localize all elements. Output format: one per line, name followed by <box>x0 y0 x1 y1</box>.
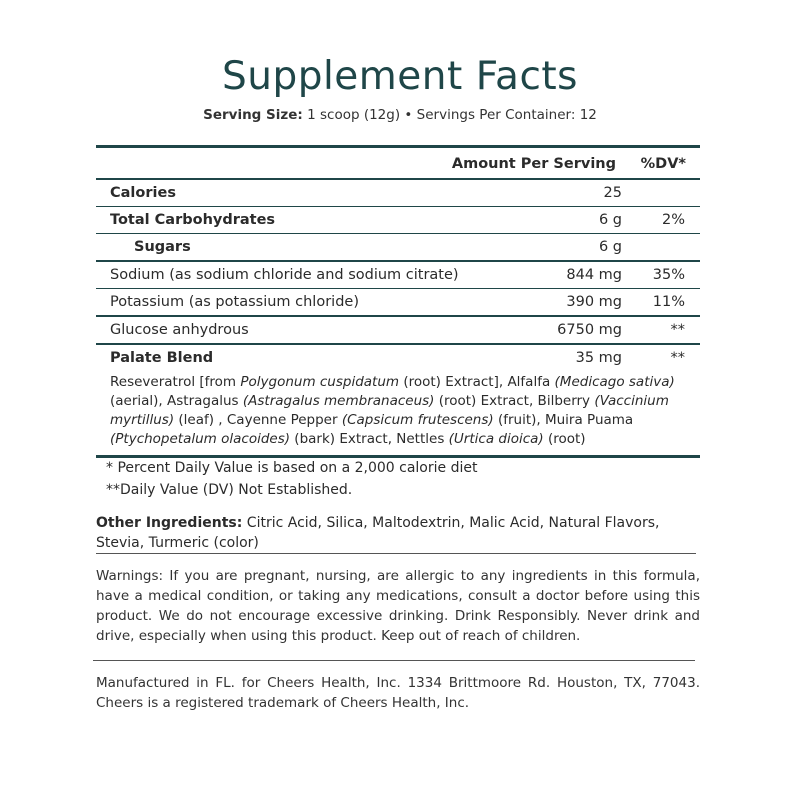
divider <box>96 553 696 554</box>
serving-separator: • <box>404 107 413 123</box>
divider <box>93 660 695 661</box>
nutrient-name: Sugars <box>134 239 191 255</box>
table-row <box>96 289 700 315</box>
blend-latin-name: Polygonum cuspidatum <box>240 374 400 390</box>
other-ingredients <box>96 513 700 553</box>
nutrient-dv: 11% <box>652 294 685 310</box>
not-established-footnote: **Daily Value (DV) Not Established. <box>106 482 353 498</box>
nutrient-amount: 390 mg <box>566 294 622 310</box>
table-row <box>96 207 700 233</box>
palate-blend-ingredients <box>96 371 700 455</box>
table-row <box>96 180 700 206</box>
nutrient-amount: 35 mg <box>575 350 622 366</box>
nutrient-name: Calories <box>110 185 176 201</box>
nutrient-dv: ** <box>670 322 685 338</box>
warnings-text: Warnings: If you are pregnant, nursing, are allergic to any ingredients in this formula, have a medical condition, or taking any medications, consult a doctor before using this product. We do not encourage excessive drinking. Drink Responsibly. Never drink and drive, especially when using this product. Keep out of reach of children. <box>96 568 700 644</box>
nutrient-name: Potassium (as potassium chloride) <box>110 294 359 310</box>
blend-latin-name: (Medicago sativa) <box>554 374 675 390</box>
dv-footnote: * Percent Daily Value is based on a 2,000 calorie diet <box>106 460 478 476</box>
blend-text-part: (aerial), Astragalus <box>110 393 243 409</box>
blend-text-part: (bark) Extract, Nettles <box>290 431 449 447</box>
nutrient-amount: 6 g <box>598 239 622 255</box>
blend-latin-name: (Urtica dioica) <box>448 431 544 447</box>
serving-info <box>0 107 800 123</box>
nutrient-dv: 2% <box>661 212 685 228</box>
nutrient-name: Total Carbohydrates <box>110 212 276 228</box>
table-row <box>96 317 700 343</box>
other-ingredients-value: Citric Acid, Silica, Maltodextrin, Malic Acid, Natural Flavors, Stevia, Turmeric (color) <box>96 515 660 551</box>
table-header <box>96 148 700 178</box>
blend-text-part: Reseveratrol [from <box>110 374 241 390</box>
blend-latin-name: (Ptychopetalum olacoides) <box>110 431 291 447</box>
blend-text-part: (root) Extract], Alfalfa <box>399 374 555 390</box>
blend-text-part: (fruit), Muira Puama <box>493 412 634 428</box>
other-ingredients-label: Other Ingredients: <box>96 515 243 531</box>
nutrient-name: Glucose anhydrous <box>110 322 249 338</box>
page-title: Supplement Facts <box>221 54 578 99</box>
nutrient-amount: 6750 mg <box>557 322 622 338</box>
blend-latin-name: (Vaccinium myrtillus) <box>110 393 669 428</box>
footnotes <box>106 457 477 501</box>
blend-latin-name: (Capsicum frutescens) <box>341 412 494 428</box>
blend-text-part: (leaf) , Cayenne Pepper <box>174 412 342 428</box>
nutrient-name: Palate Blend <box>110 350 214 366</box>
table-row <box>96 262 700 288</box>
amount-per-serving-header: Amount Per Serving <box>451 156 616 172</box>
supplement-facts-table <box>96 145 700 458</box>
blend-latin-name: (Astragalus membranaceus) <box>242 393 435 409</box>
nutrient-amount: 844 mg <box>566 267 622 283</box>
nutrient-dv: 35% <box>652 267 685 283</box>
serving-size-value: 1 scoop (12g) <box>307 107 401 123</box>
table-row <box>96 345 700 371</box>
dv-header: %DV* <box>640 156 686 172</box>
nutrient-amount: 6 g <box>598 212 622 228</box>
servings-per-container-value: 12 <box>579 107 597 123</box>
nutrient-dv: ** <box>670 350 685 366</box>
manufacturer-text: Manufactured in FL. for Cheers Health, Inc. 1334 Brittmoore Rd. Houston, TX, 77043. Cheers is a registered trademark of Cheers Health, Inc. <box>96 675 700 711</box>
blend-text-part: (root) <box>543 431 586 447</box>
blend-text-part: (root) Extract, Bilberry <box>434 393 595 409</box>
serving-size-label: Serving Size: <box>203 107 303 123</box>
servings-per-container-label: Servings Per Container: <box>416 107 576 123</box>
nutrient-amount: 25 <box>603 185 622 201</box>
nutrient-name: Sodium (as sodium chloride and sodium citrate) <box>110 267 459 283</box>
table-row <box>96 234 700 260</box>
